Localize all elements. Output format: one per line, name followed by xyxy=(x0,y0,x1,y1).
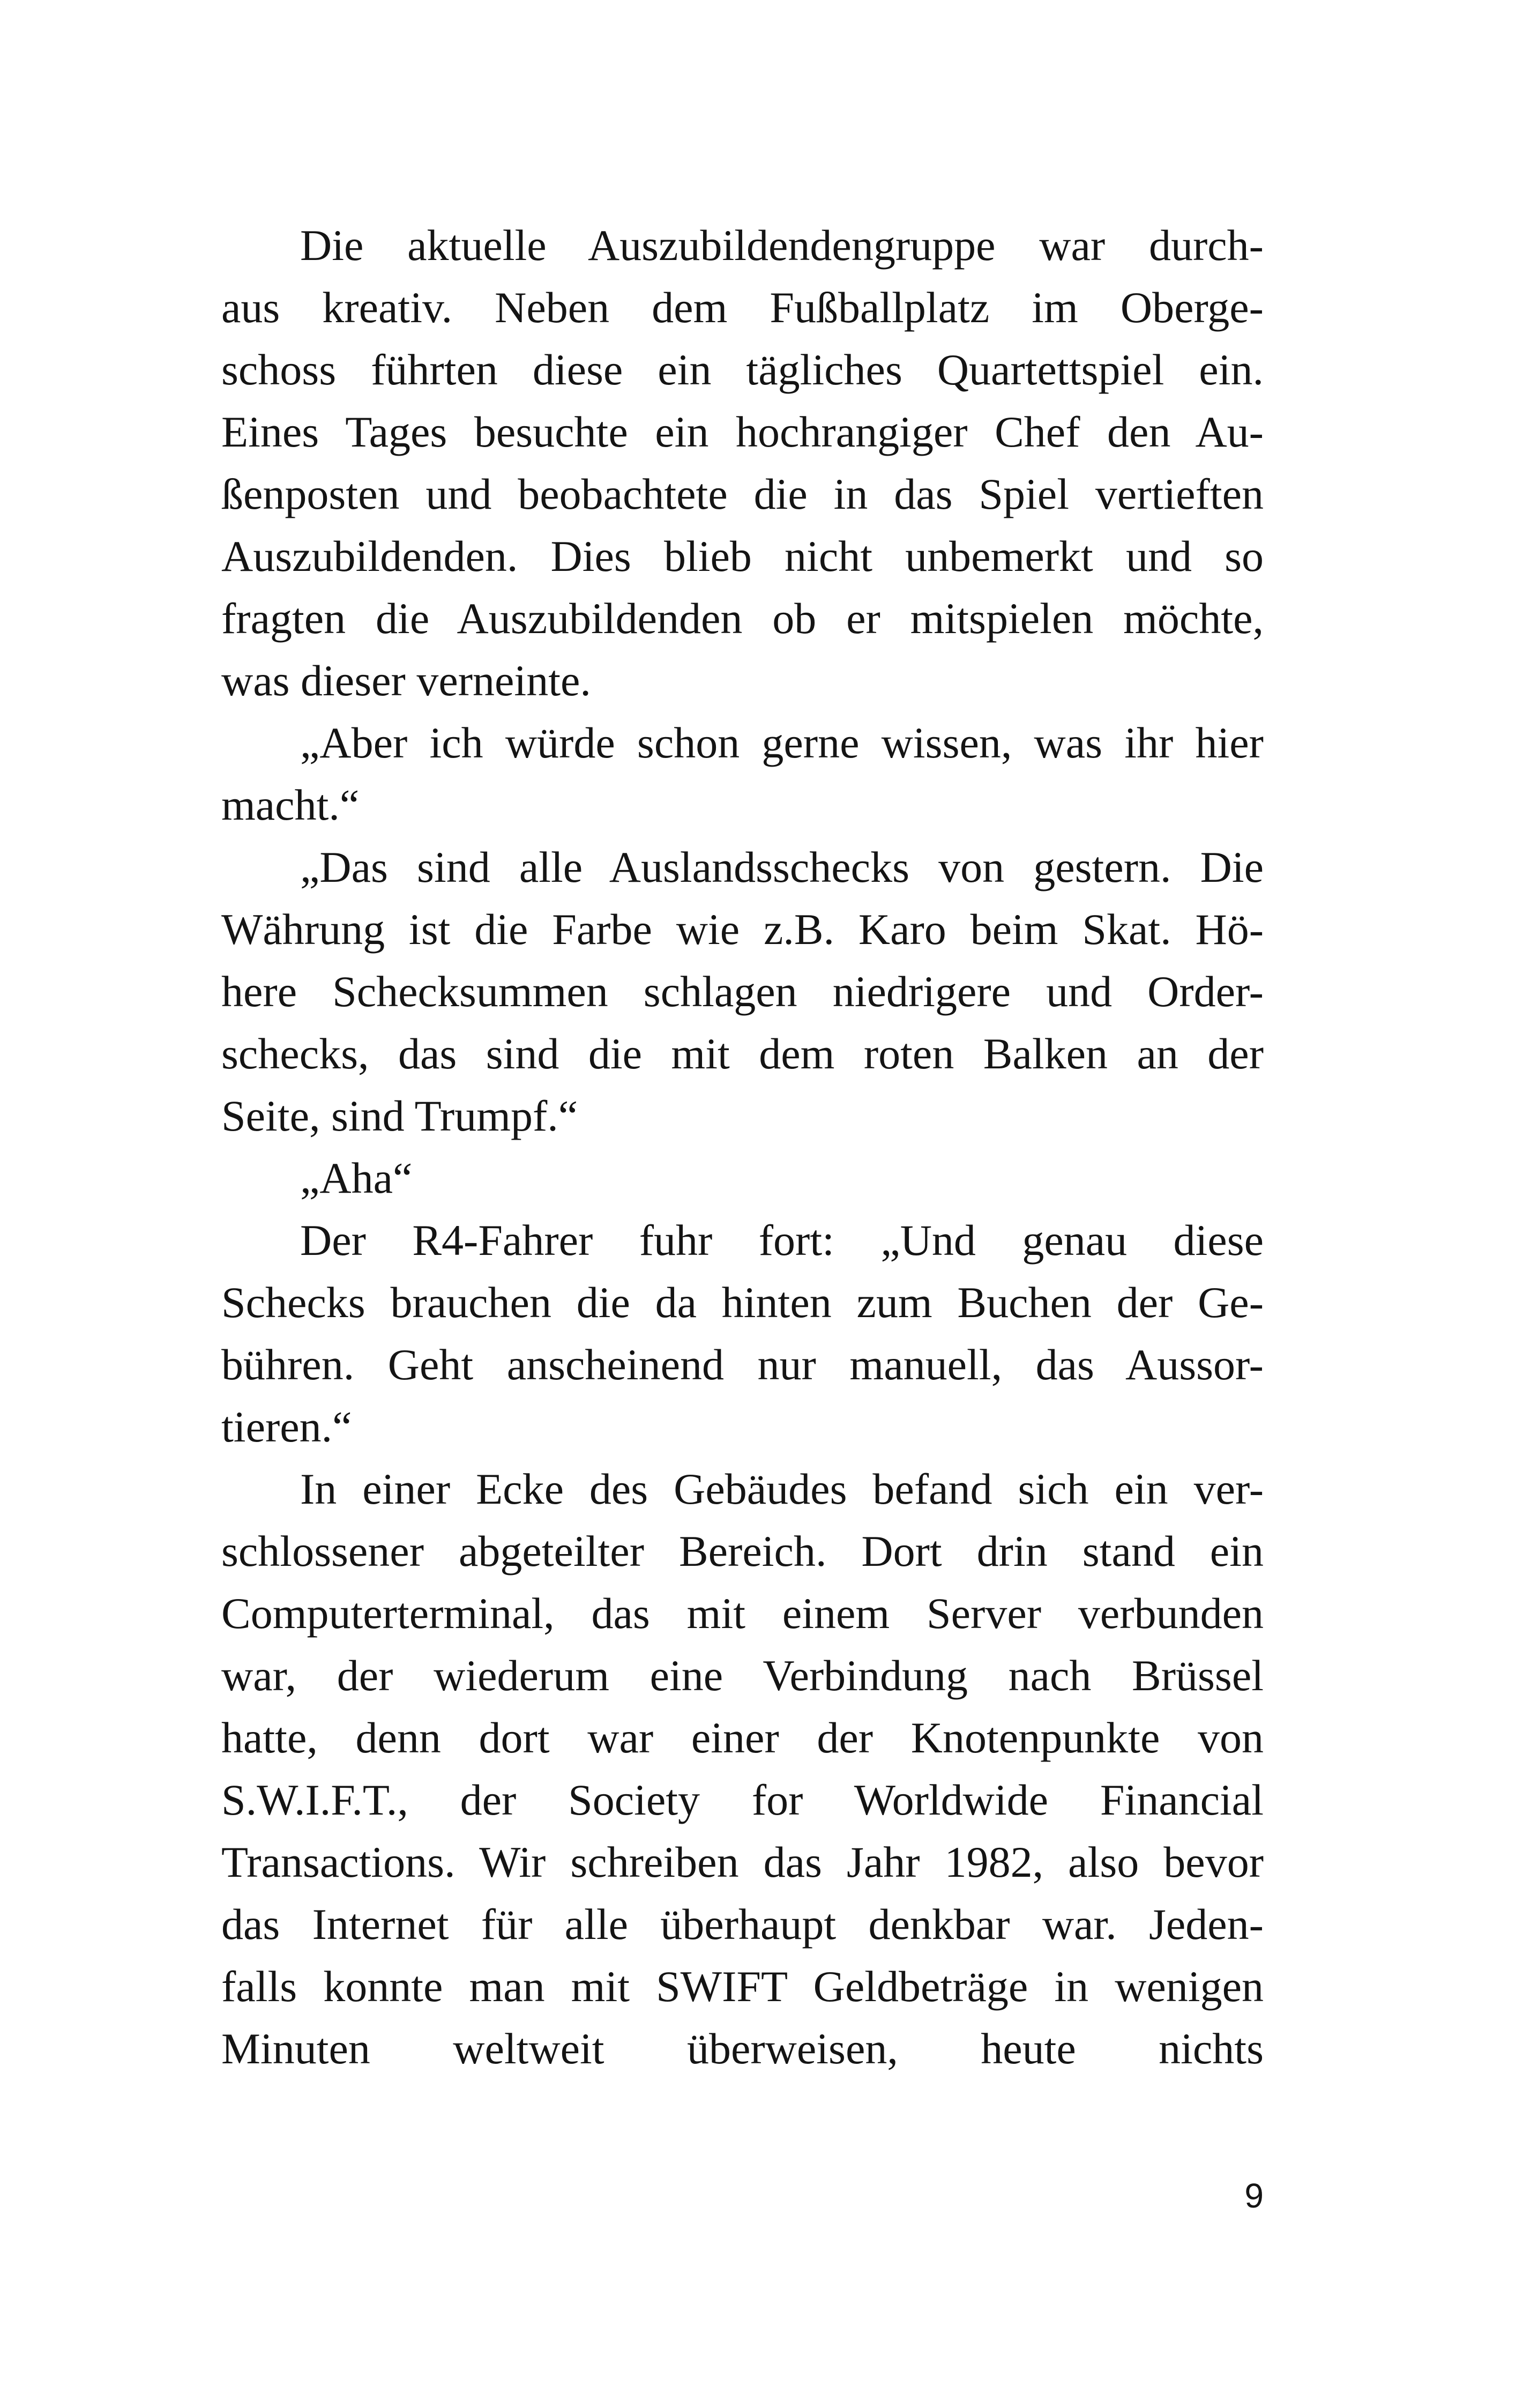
text-line: Eines Tages besuchte ein hochrangiger Chef den Au- xyxy=(221,407,1264,456)
text-line: macht.“ xyxy=(221,781,360,829)
text-line: fragten die Auszubildenden ob er mitspielen möchte, xyxy=(221,594,1264,643)
text-line: war, der wiederum eine Verbindung nach Brüssel xyxy=(221,1651,1264,1700)
text-line: S.W.I.F.T., der Society for Worldwide Financial xyxy=(221,1775,1264,1824)
text-line: Währung ist die Farbe wie z.B. Karo beim Skat. Hö- xyxy=(221,905,1264,954)
text-line: Auszubildenden. Dies blieb nicht unbemerkt und so xyxy=(221,532,1264,581)
text-line: here Schecksummen schlagen niedrigere und Order- xyxy=(221,967,1264,1016)
text-line: „Aber ich würde schon gerne wissen, was ihr hier xyxy=(300,718,1264,767)
text-line: hatte, denn dort war einer der Knotenpunkte von xyxy=(221,1713,1264,1762)
text-line: falls konnte man mit SWIFT Geldbeträge in wenigen xyxy=(221,1962,1264,2011)
text-line: tieren.“ xyxy=(221,1402,352,1451)
body-text xyxy=(221,214,1264,2080)
text-line: schoss führten diese ein tägliches Quartettspiel ein. xyxy=(221,345,1264,394)
text-line: Computerterminal, das mit einem Server verbunden xyxy=(221,1589,1264,1638)
text-line: schecks, das sind die mit dem roten Balken an der xyxy=(221,1029,1264,1078)
text-line: Der R4-Fahrer fuhr fort: „Und genau diese xyxy=(300,1216,1264,1265)
text-line: bühren. Geht anscheinend nur manuell, das Aussor- xyxy=(221,1340,1264,1389)
text-line: aus kreativ. Neben dem Fußballplatz im Oberge- xyxy=(221,283,1264,332)
text-line: ßenposten und beobachtete die in das Spiel vertieften xyxy=(221,470,1264,518)
text-line: Transactions. Wir schreiben das Jahr 1982, also bevor xyxy=(221,1838,1264,1886)
text-line: Die aktuelle Auszubildendengruppe war durch- xyxy=(300,221,1264,270)
text-line: Schecks brauchen die da hinten zum Buchen der Ge- xyxy=(221,1278,1264,1327)
text-line: schlossener abgeteilter Bereich. Dort drin stand ein xyxy=(221,1527,1264,1575)
text-line: In einer Ecke des Gebäudes befand sich ein ver- xyxy=(300,1465,1264,1513)
text-line: was dieser verneinte. xyxy=(221,656,591,705)
text-line: Minuten weltweit überweisen, heute nichts xyxy=(221,2024,1264,2073)
text-line: das Internet für alle überhaupt denkbar war. Jeden- xyxy=(221,1900,1264,1949)
text-line: „Das sind alle Auslandsschecks von gestern. Die xyxy=(300,843,1264,891)
text-line: Seite, sind Trumpf.“ xyxy=(221,1091,578,1140)
text-line: „Aha“ xyxy=(300,1154,413,1202)
page-number: 9 xyxy=(1244,2176,1264,2215)
